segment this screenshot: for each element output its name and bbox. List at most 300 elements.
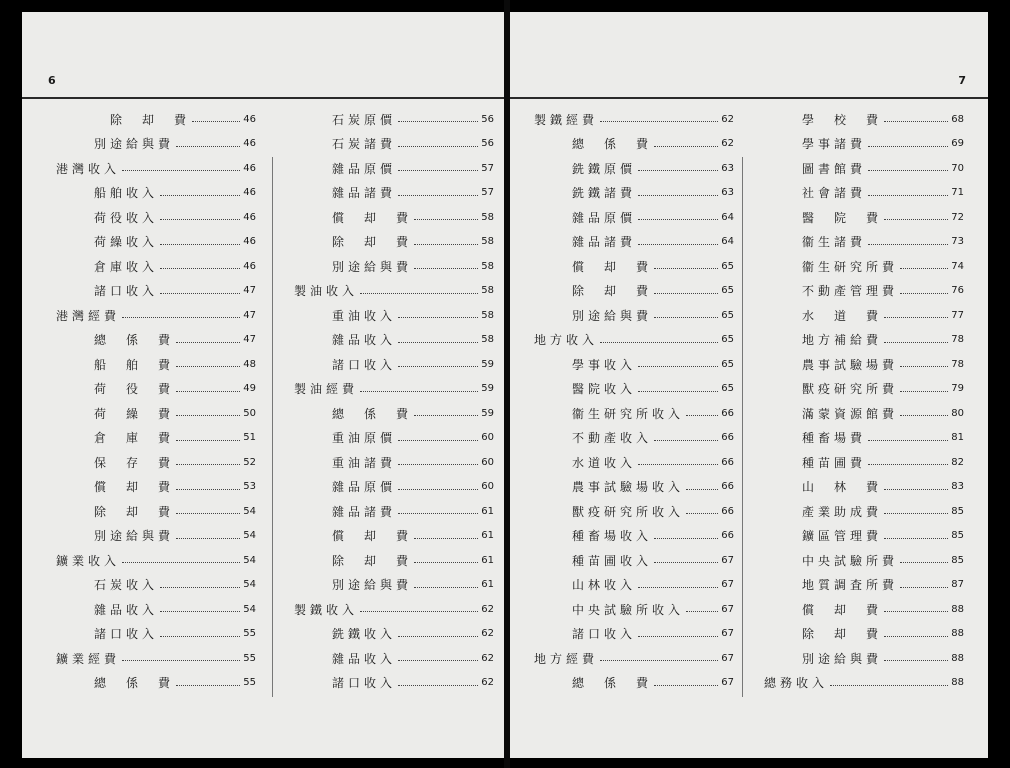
toc-entry: [294, 107, 494, 132]
toc-leader-dots: [884, 218, 948, 220]
toc-entry-page: 60: [481, 432, 494, 444]
toc-entry-page: 58: [481, 236, 494, 248]
toc-entry: [764, 475, 964, 500]
toc-entry-page: 88: [951, 603, 964, 615]
toc-leader-dots: [176, 390, 240, 392]
toc-entry-label: 除 却 費: [332, 235, 413, 250]
toc-entry: [56, 450, 256, 475]
toc-leader-dots: [884, 341, 948, 343]
toc-leader-dots: [398, 194, 478, 196]
toc-leader-dots: [398, 120, 478, 122]
toc-entry-page: 85: [951, 554, 964, 566]
toc-leader-dots: [160, 635, 240, 637]
toc-entry-label: 總 係 費: [332, 406, 413, 421]
toc-entry-label: 銑鐵諸費: [572, 186, 637, 201]
toc-entry-label: 農事試驗場收入: [572, 480, 685, 495]
toc-leader-dots: [176, 341, 240, 343]
toc-entry: [534, 622, 734, 647]
toc-entry-label: 別途給與費: [332, 578, 413, 593]
toc-entry: [56, 156, 256, 181]
toc-entry-page: 63: [721, 162, 734, 174]
toc-entry-page: 62: [481, 603, 494, 615]
toc-entry-page: 72: [951, 211, 964, 223]
toc-entry-page: 55: [243, 652, 256, 664]
toc-leader-dots: [638, 365, 718, 367]
toc-entry-page: 74: [951, 260, 964, 272]
toc-entry-label: 水 道 費: [802, 308, 883, 323]
toc-leader-dots: [122, 169, 240, 171]
toc-entry-page: 66: [721, 481, 734, 493]
toc-leader-dots: [398, 341, 478, 343]
toc-leader-dots: [638, 390, 718, 392]
toc-entry-page: 54: [243, 554, 256, 566]
toc-entry: [534, 377, 734, 402]
toc-entry: [534, 279, 734, 304]
toc-entry-page: 68: [951, 113, 964, 125]
toc-leader-dots: [884, 316, 948, 318]
toc-entry: [294, 156, 494, 181]
toc-entry-page: 54: [243, 530, 256, 542]
toc-entry-label: 保 存 費: [94, 455, 175, 470]
toc-entry-page: 67: [721, 652, 734, 664]
toc-leader-dots: [398, 635, 478, 637]
toc-leader-dots: [360, 610, 478, 612]
toc-entry-page: 63: [721, 187, 734, 199]
toc-entry-label: 圖書館費: [802, 161, 867, 176]
toc-entry-page: 50: [243, 407, 256, 419]
toc-entry: [534, 328, 734, 353]
toc-entry-page: 55: [243, 628, 256, 640]
toc-entry-page: 65: [721, 358, 734, 370]
toc-leader-dots: [600, 659, 718, 661]
toc-entry-page: 59: [481, 383, 494, 395]
toc-entry-page: 66: [721, 505, 734, 517]
toc-entry-page: 88: [951, 677, 964, 689]
toc-leader-dots: [176, 512, 240, 514]
toc-entry: [294, 328, 494, 353]
toc-leader-dots: [900, 267, 948, 269]
toc-entry-page: 60: [481, 481, 494, 493]
toc-leader-dots: [638, 194, 718, 196]
toc-leader-dots: [830, 684, 948, 686]
toc-leader-dots: [638, 635, 718, 637]
toc-entry-page: 46: [243, 260, 256, 272]
toc-entry-label: 總 係 費: [94, 676, 175, 691]
toc-entry-page: 65: [721, 309, 734, 321]
toc-entry-label: 不動產管理費: [802, 284, 899, 299]
toc-entry-label: 港灣收入: [56, 161, 121, 176]
toc-entry: [534, 107, 734, 132]
toc-entry-label: 重油諸費: [332, 455, 397, 470]
toc-entry-label: 鑛業收入: [56, 553, 121, 568]
toc-entry: [534, 597, 734, 622]
toc-entry-label: 別途給與費: [94, 529, 175, 544]
toc-entry: [294, 475, 494, 500]
toc-entry: [764, 377, 964, 402]
toc-entry: [534, 230, 734, 255]
toc-entry-label: 別途給與費: [94, 137, 175, 152]
toc-leader-dots: [398, 316, 478, 318]
toc-entry-page: 88: [951, 652, 964, 664]
toc-entry-label: 山林收入: [572, 578, 637, 593]
toc-entry: [56, 328, 256, 353]
toc-entry-page: 46: [243, 162, 256, 174]
toc-leader-dots: [868, 439, 948, 441]
toc-entry: [534, 401, 734, 426]
toc-entry-label: 種苗圃費: [802, 455, 867, 470]
toc-entry: [294, 426, 494, 451]
toc-entry: [764, 426, 964, 451]
toc-entry: [294, 548, 494, 573]
toc-entry-label: 銑鐵原價: [572, 161, 637, 176]
toc-leader-dots: [884, 635, 948, 637]
toc-leader-dots: [654, 267, 718, 269]
toc-entry: [534, 475, 734, 500]
toc-entry: [764, 646, 964, 671]
right-toc-column-2: [764, 107, 964, 695]
toc-entry: [294, 499, 494, 524]
toc-entry: [534, 499, 734, 524]
toc-entry-label: 雜品原價: [332, 480, 397, 495]
toc-leader-dots: [638, 586, 718, 588]
toc-entry-label: 地方收入: [534, 333, 599, 348]
toc-leader-dots: [686, 414, 718, 416]
toc-entry-page: 58: [481, 309, 494, 321]
toc-entry-page: 57: [481, 162, 494, 174]
toc-leader-dots: [398, 439, 478, 441]
toc-entry-page: 57: [481, 187, 494, 199]
toc-entry-label: 總 係 費: [94, 333, 175, 348]
toc-entry: [764, 450, 964, 475]
toc-entry-label: 船 舶 費: [94, 357, 175, 372]
toc-entry-page: 69: [951, 138, 964, 150]
toc-entry-page: 62: [481, 628, 494, 640]
toc-entry-label: 港灣經費: [56, 308, 121, 323]
left-header-rule: [22, 97, 504, 99]
toc-entry: [764, 671, 964, 696]
toc-entry-label: 地方補給費: [802, 333, 883, 348]
toc-entry-label: 荷役收入: [94, 210, 159, 225]
toc-entry-label: 社會諸費: [802, 186, 867, 201]
toc-entry-label: 中央試驗所收入: [572, 602, 685, 617]
toc-entry-label: 種畜場費: [802, 431, 867, 446]
toc-entry-page: 61: [481, 505, 494, 517]
toc-entry-page: 60: [481, 456, 494, 468]
toc-leader-dots: [868, 169, 948, 171]
toc-entry-page: 58: [481, 285, 494, 297]
toc-entry-page: 81: [951, 432, 964, 444]
toc-leader-dots: [900, 561, 948, 563]
toc-leader-dots: [122, 561, 240, 563]
toc-entry: [56, 524, 256, 549]
toc-entry-label: 石炭諸費: [332, 137, 397, 152]
toc-entry-page: 48: [243, 358, 256, 370]
toc-leader-dots: [868, 463, 948, 465]
toc-leader-dots: [122, 659, 240, 661]
toc-entry-label: 諸口收入: [332, 357, 397, 372]
toc-entry-label: 地質調査所費: [802, 578, 899, 593]
toc-leader-dots: [900, 390, 948, 392]
toc-entry-label: 償 却 費: [332, 210, 413, 225]
toc-leader-dots: [398, 463, 478, 465]
toc-entry: [56, 205, 256, 230]
toc-entry-page: 80: [951, 407, 964, 419]
toc-entry: [764, 573, 964, 598]
toc-entry-page: 78: [951, 358, 964, 370]
left-page: [22, 12, 504, 758]
toc-entry-page: 58: [481, 211, 494, 223]
toc-entry: [56, 597, 256, 622]
toc-leader-dots: [884, 512, 948, 514]
toc-entry: [764, 499, 964, 524]
toc-entry: [56, 181, 256, 206]
toc-leader-dots: [600, 341, 718, 343]
toc-entry-page: 85: [951, 505, 964, 517]
toc-leader-dots: [160, 267, 240, 269]
toc-entry: [294, 450, 494, 475]
toc-entry-label: 除 却 費: [332, 553, 413, 568]
toc-entry: [764, 107, 964, 132]
toc-entry-label: 船舶收入: [94, 186, 159, 201]
toc-entry: [534, 671, 734, 696]
toc-entry: [534, 426, 734, 451]
toc-entry: [294, 597, 494, 622]
toc-entry-page: 61: [481, 530, 494, 542]
toc-entry: [764, 548, 964, 573]
toc-entry-page: 62: [721, 138, 734, 150]
toc-entry-page: 46: [243, 236, 256, 248]
toc-entry-label: 諸口收入: [572, 627, 637, 642]
toc-entry-label: 雜品原價: [572, 210, 637, 225]
toc-leader-dots: [638, 169, 718, 171]
toc-entry: [56, 107, 256, 132]
toc-entry-label: 醫 院 費: [802, 210, 883, 225]
toc-entry-label: 學事諸費: [802, 137, 867, 152]
toc-leader-dots: [654, 316, 718, 318]
toc-entry: [534, 646, 734, 671]
toc-entry-page: 66: [721, 432, 734, 444]
toc-entry-page: 79: [951, 383, 964, 395]
toc-leader-dots: [176, 439, 240, 441]
right-toc-column-1: [534, 107, 734, 695]
toc-entry-label: 重油原價: [332, 431, 397, 446]
toc-entry-label: 衞生研究所收入: [572, 406, 685, 421]
toc-leader-dots: [654, 292, 718, 294]
toc-entry-label: 諸口收入: [94, 284, 159, 299]
toc-entry: [534, 524, 734, 549]
toc-entry-page: 65: [721, 334, 734, 346]
toc-entry-label: 荷 繰 費: [94, 406, 175, 421]
toc-leader-dots: [176, 684, 240, 686]
toc-entry-label: 除 却 費: [94, 504, 175, 519]
toc-entry-label: 除 却 費: [572, 284, 653, 299]
toc-entry: [56, 254, 256, 279]
toc-leader-dots: [176, 488, 240, 490]
toc-leader-dots: [900, 414, 948, 416]
toc-entry-label: 償 却 費: [802, 602, 883, 617]
toc-entry-page: 56: [481, 138, 494, 150]
toc-entry: [56, 622, 256, 647]
toc-leader-dots: [638, 463, 718, 465]
toc-entry-label: 諸口收入: [94, 627, 159, 642]
toc-entry-label: 石炭收入: [94, 578, 159, 593]
toc-entry-page: 52: [243, 456, 256, 468]
toc-leader-dots: [868, 145, 948, 147]
left-toc-column-1: [56, 107, 256, 695]
toc-entry-page: 56: [481, 113, 494, 125]
toc-leader-dots: [884, 488, 948, 490]
toc-entry: [534, 156, 734, 181]
toc-leader-dots: [176, 537, 240, 539]
toc-leader-dots: [160, 586, 240, 588]
toc-entry: [534, 205, 734, 230]
toc-entry-label: 雜品收入: [332, 333, 397, 348]
toc-leader-dots: [686, 610, 718, 612]
toc-entry-label: 種苗圃收入: [572, 553, 653, 568]
toc-entry: [764, 181, 964, 206]
toc-entry: [764, 230, 964, 255]
toc-entry: [294, 254, 494, 279]
toc-entry-label: 農事試驗場費: [802, 357, 899, 372]
toc-entry-page: 64: [721, 236, 734, 248]
toc-entry-page: 87: [951, 579, 964, 591]
toc-entry-page: 67: [721, 554, 734, 566]
toc-entry-page: 88: [951, 628, 964, 640]
toc-entry: [294, 377, 494, 402]
toc-entry-page: 51: [243, 432, 256, 444]
toc-entry-label: 雜品收入: [94, 602, 159, 617]
toc-entry: [764, 401, 964, 426]
toc-entry-page: 53: [243, 481, 256, 493]
toc-entry-page: 65: [721, 383, 734, 395]
toc-entry-label: 地方經費: [534, 651, 599, 666]
toc-leader-dots: [160, 194, 240, 196]
left-toc-column-2: [294, 107, 494, 695]
toc-entry-page: 46: [243, 187, 256, 199]
toc-entry-page: 66: [721, 407, 734, 419]
toc-entry: [534, 132, 734, 157]
toc-entry-page: 54: [243, 603, 256, 615]
toc-entry: [56, 230, 256, 255]
toc-leader-dots: [398, 365, 478, 367]
toc-leader-dots: [884, 537, 948, 539]
toc-entry-label: 別途給與費: [802, 651, 883, 666]
toc-entry-label: 銑鐵收入: [332, 627, 397, 642]
toc-entry: [294, 524, 494, 549]
toc-entry: [534, 303, 734, 328]
toc-entry-label: 山 林 費: [802, 480, 883, 495]
toc-entry: [294, 671, 494, 696]
toc-entry: [56, 352, 256, 377]
toc-entry-page: 78: [951, 334, 964, 346]
toc-leader-dots: [414, 218, 478, 220]
toc-entry: [56, 377, 256, 402]
toc-entry-page: 46: [243, 113, 256, 125]
toc-entry: [294, 230, 494, 255]
toc-entry: [764, 156, 964, 181]
toc-entry: [534, 450, 734, 475]
toc-entry: [56, 303, 256, 328]
toc-entry-page: 73: [951, 236, 964, 248]
toc-leader-dots: [398, 659, 478, 661]
toc-entry-label: 不動產收入: [572, 431, 653, 446]
toc-entry-page: 71: [951, 187, 964, 199]
toc-entry-label: 雜品諸費: [572, 235, 637, 250]
toc-entry: [56, 279, 256, 304]
toc-entry: [764, 524, 964, 549]
toc-leader-dots: [900, 365, 948, 367]
toc-entry-label: 償 却 費: [332, 529, 413, 544]
toc-entry: [534, 181, 734, 206]
toc-leader-dots: [686, 488, 718, 490]
toc-leader-dots: [398, 145, 478, 147]
toc-entry-page: 46: [243, 211, 256, 223]
toc-entry-label: 別途給與費: [572, 308, 653, 323]
toc-leader-dots: [414, 537, 478, 539]
toc-entry: [764, 352, 964, 377]
toc-entry-page: 47: [243, 309, 256, 321]
toc-entry: [764, 303, 964, 328]
toc-entry-page: 62: [481, 652, 494, 664]
toc-entry-label: 荷 役 費: [94, 382, 175, 397]
toc-leader-dots: [654, 439, 718, 441]
toc-leader-dots: [654, 537, 718, 539]
toc-entry-label: 產業助成費: [802, 504, 883, 519]
toc-leader-dots: [600, 120, 718, 122]
toc-entry: [56, 426, 256, 451]
toc-entry: [534, 573, 734, 598]
toc-entry-label: 獸疫研究所費: [802, 382, 899, 397]
left-column-divider: [272, 157, 273, 697]
toc-entry-page: 76: [951, 285, 964, 297]
toc-entry-label: 雜品收入: [332, 651, 397, 666]
toc-entry-page: 54: [243, 579, 256, 591]
toc-leader-dots: [884, 659, 948, 661]
toc-entry-page: 62: [481, 677, 494, 689]
toc-leader-dots: [398, 512, 478, 514]
toc-entry-label: 醫院收入: [572, 382, 637, 397]
right-column-divider: [742, 157, 743, 697]
toc-entry: [294, 401, 494, 426]
toc-entry-label: 衞生諸費: [802, 235, 867, 250]
toc-entry-label: 諸口收入: [332, 676, 397, 691]
toc-leader-dots: [398, 169, 478, 171]
toc-entry-page: 65: [721, 260, 734, 272]
toc-entry-label: 石炭原價: [332, 112, 397, 127]
toc-leader-dots: [638, 218, 718, 220]
toc-entry-label: 雜品原價: [332, 161, 397, 176]
toc-leader-dots: [398, 488, 478, 490]
toc-entry-label: 製鐵經費: [534, 112, 599, 127]
toc-entry-page: 66: [721, 530, 734, 542]
toc-entry-page: 58: [481, 334, 494, 346]
toc-leader-dots: [360, 292, 478, 294]
toc-entry: [764, 132, 964, 157]
toc-entry: [764, 597, 964, 622]
toc-leader-dots: [176, 145, 240, 147]
toc-entry: [56, 499, 256, 524]
toc-entry-label: 償 却 費: [94, 480, 175, 495]
toc-entry: [294, 573, 494, 598]
toc-entry: [56, 401, 256, 426]
toc-entry: [294, 181, 494, 206]
toc-entry-page: 47: [243, 334, 256, 346]
toc-entry-label: 除 却 費: [802, 627, 883, 642]
toc-entry-page: 66: [721, 456, 734, 468]
toc-entry: [56, 671, 256, 696]
toc-entry-label: 水道收入: [572, 455, 637, 470]
toc-entry-label: 鑛業經費: [56, 651, 121, 666]
